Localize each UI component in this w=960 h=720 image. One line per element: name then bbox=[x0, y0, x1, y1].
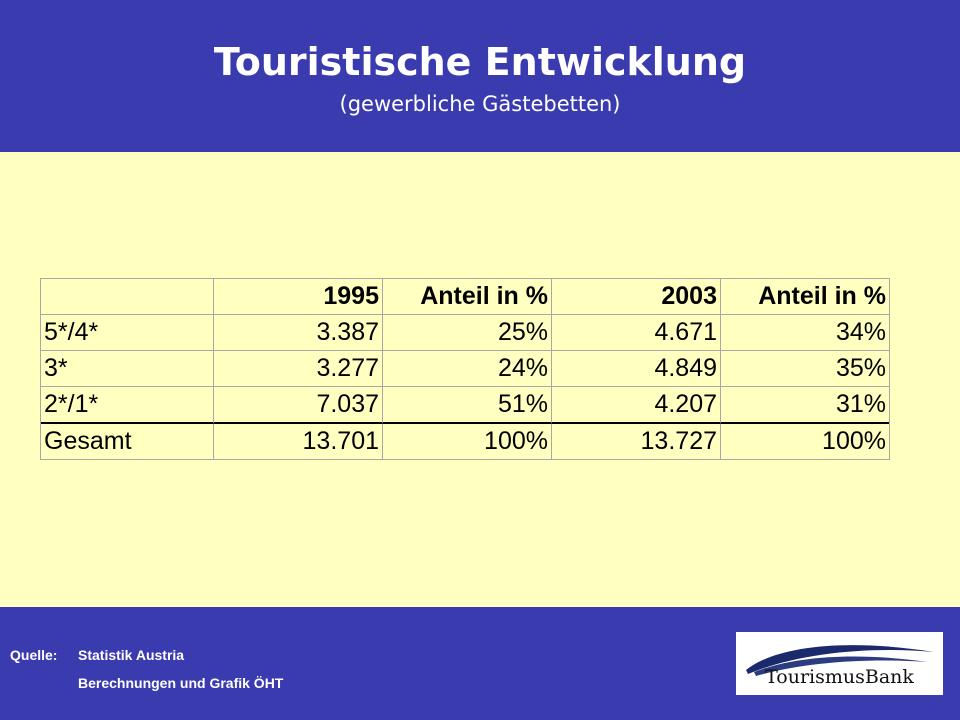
cell-2003: 13.727 bbox=[552, 424, 721, 459]
table-row bbox=[41, 387, 889, 424]
cell-share-2003: 100% bbox=[822, 427, 886, 455]
table-row bbox=[41, 351, 889, 387]
cell-1995: 13.701 bbox=[214, 424, 383, 459]
cell-2003: 4.671 bbox=[552, 315, 721, 351]
source-line-2: Berechnungen und Grafik ÖHT bbox=[78, 675, 284, 691]
cell-1995: 3.387 bbox=[214, 315, 383, 351]
source-line-1: Statistik Austria bbox=[78, 647, 185, 663]
header-banner bbox=[0, 0, 960, 152]
cell-share-1995: 100% bbox=[383, 424, 552, 459]
cell-1995: 3.277 bbox=[214, 351, 383, 387]
cell-share-2003: 31% bbox=[721, 387, 889, 424]
cell-2003: 4.849 bbox=[552, 351, 721, 387]
header-cell-2003: 2003 bbox=[552, 279, 721, 315]
table-total-row bbox=[41, 424, 889, 459]
table-row bbox=[41, 315, 889, 351]
tourismusbank-logo bbox=[736, 632, 943, 695]
cell-share-2003: 34% bbox=[721, 315, 889, 351]
page-subtitle: (gewerbliche Gästebetten) bbox=[339, 92, 621, 116]
header-cell-empty bbox=[41, 279, 214, 315]
cell-2003: 4.207 bbox=[552, 387, 721, 424]
table-header-row bbox=[41, 279, 889, 315]
header-cell-1995: 1995 bbox=[214, 279, 383, 315]
row-label: Gesamt bbox=[41, 424, 214, 459]
cell-share-1995: 24% bbox=[383, 351, 552, 387]
row-label: 2*/1* bbox=[41, 387, 214, 424]
row-label: 5*/4* bbox=[41, 315, 214, 351]
source-label: Quelle: bbox=[10, 647, 58, 663]
cell-share-1995: 51% bbox=[383, 387, 552, 424]
logo-text: TourismusBank bbox=[765, 666, 914, 688]
row-label: 3* bbox=[41, 351, 214, 387]
cell-share-1995: 25% bbox=[383, 315, 552, 351]
cell-share-2003: 35% bbox=[721, 351, 889, 387]
header-cell-share-2003: Anteil in % bbox=[721, 279, 889, 315]
beds-table bbox=[40, 278, 890, 460]
cell-1995: 7.037 bbox=[214, 387, 383, 424]
header-cell-share-1995: Anteil in % bbox=[383, 279, 552, 315]
page-title: Touristische Entwicklung bbox=[213, 40, 747, 84]
